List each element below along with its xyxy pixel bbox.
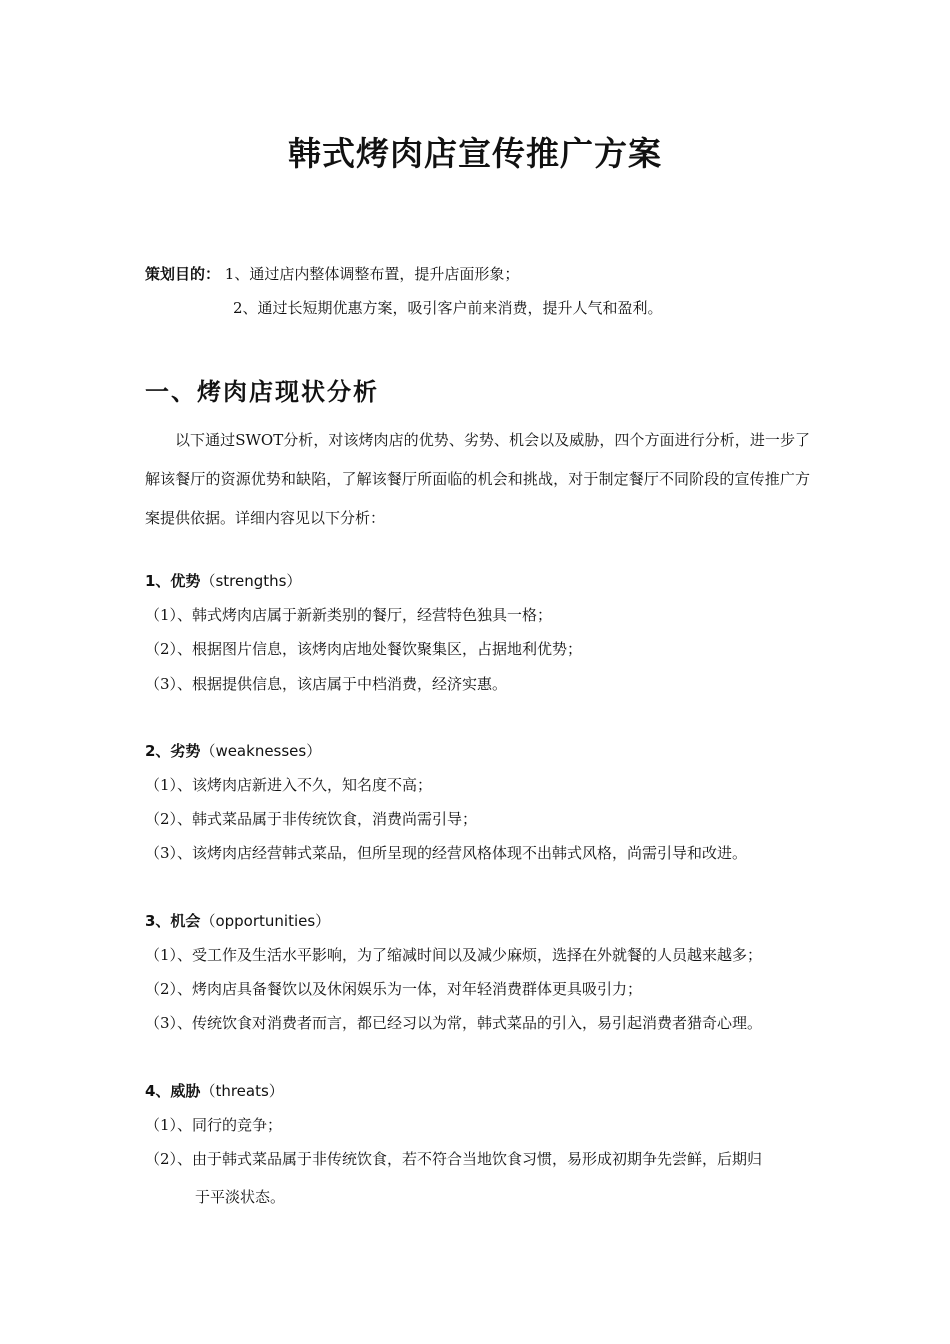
list-item: （2）、韩式菜品属于非传统饮食，消费尚需引导； [145,810,478,828]
subsection-label: 1、优势 [145,572,201,590]
list-item: （3）、传统饮食对消费者而言，都已经习以为常，韩式菜品的引入，易引起消费者猎奇心理。 [145,1014,763,1032]
list-item: （1）、同行的竞争； [145,1116,283,1134]
purpose-item: 1、通过店内整体调整布置，提升店面形象； [224,265,520,283]
page-title: 韩式烤肉店宣传推广方案 [288,134,662,173]
subsection-label: 4、威胁 [145,1082,201,1100]
intro-paragraph: 以下通过SWOT分析，对该烤肉店的优势、劣势、机会以及威胁，四个方面进行分析，进一步了解该餐厅的资源优势和缺陷，了解该餐厅所面临的机会和挑战，对于制定餐厅不同阶段的宣传推广方案提供依据。详细内容见以下分析： [145,431,810,527]
subsection-heading-strengths [145,570,301,591]
subsection-heading-weaknesses [145,740,321,761]
list-item: （3）、该烤肉店经营韩式菜品，但所呈现的经营风格体现不出韩式风格，尚需引导和改进。 [145,844,748,862]
subsection-heading-threats [145,1080,284,1101]
list-item-continuation: 于平淡状态。 [195,1188,286,1206]
subsection-en-label: （weaknesses） [200,742,322,760]
list-item: （1）、该烤肉店新进入不久，知名度不高； [145,776,433,794]
subsection-heading-opportunities [145,910,330,931]
list-item: （1）、受工作及生活水平影响，为了缩减时间以及减少麻烦，选择在外就餐的人员越来越多； [145,946,763,964]
section-heading: 一、烤肉店现状分析 [145,378,379,406]
subsection-label: 2、劣势 [145,742,201,760]
subsection-en-label: （opportunities） [200,912,331,930]
list-item: （2）、由于韩式菜品属于非传统饮食，若不符合当地饮食习惯，易形成初期争先尝鲜，后期归 [145,1150,763,1168]
purpose-item: 2、通过长短期优惠方案，吸引客户前来消费，提升人气和盈利。 [233,299,663,317]
subsection-en-label: （strengths） [200,572,302,590]
subsection-en-label: （threats） [200,1082,284,1100]
purpose-label: 策划目的： [145,265,221,283]
subsection-label: 3、机会 [145,912,201,930]
list-item: （2）、根据图片信息，该烤肉店地处餐饮聚集区，占据地利优势； [145,640,583,658]
list-item: （2）、烤肉店具备餐饮以及休闲娱乐为一体，对年轻消费群体更具吸引力； [145,980,643,998]
purpose-line-1 [145,263,519,284]
list-item: （3）、根据提供信息，该店属于中档消费，经济实惠。 [145,675,508,693]
list-item: （1）、韩式烤肉店属于新新类别的餐厅，经营特色独具一格； [145,606,553,624]
